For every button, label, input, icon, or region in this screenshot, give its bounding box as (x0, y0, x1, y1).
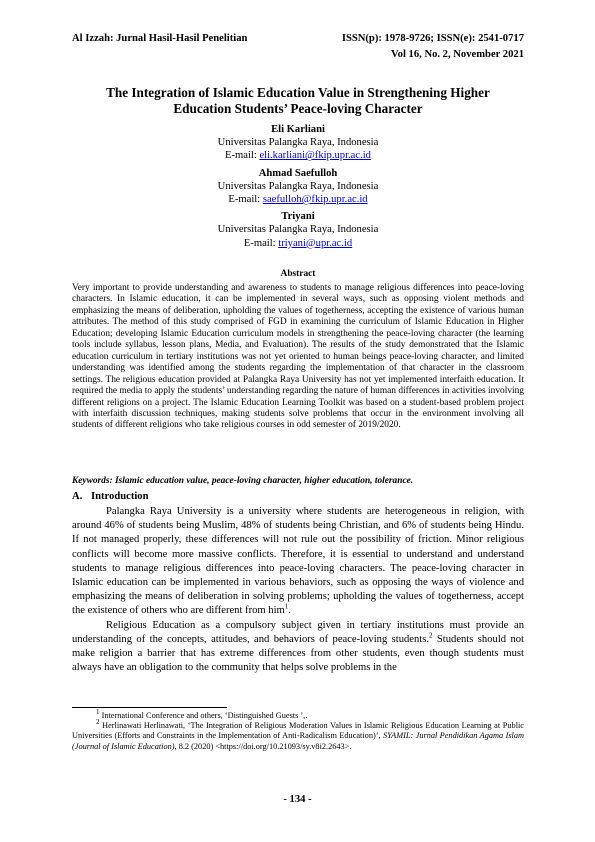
author-block (72, 210, 524, 250)
author-email-link[interactable]: triyani@upr.ac.id (278, 237, 353, 249)
footnotes (72, 708, 525, 752)
footnote-ref[interactable]: 2 (429, 631, 433, 640)
author-affiliation: Universitas Palangka Raya, Indonesia (217, 137, 379, 149)
paragraph-text: Palangka Raya University is a university where students are heterogeneous in religion, with around 46% of students being Muslim, 48% of students being Christian, and 6% of students being Hindu. If not managed properly, these differences will not rule out the possibility of friction. Minor religious conflicts will become more massive conflicts. Therefore, it is essential to understand and understand students to manage religious differences into peace-loving characters. The peace-loving character in Islamic education can be implemented in various behaviors, such as opposing the ways of violence and emphasizing the means of deliberation in solving problems; upholding the values of togetherness, accept the existence of others who are different from him (72, 506, 524, 617)
author-email-link[interactable]: saefulloh@fkip.upr.ac.id (262, 194, 368, 206)
paper-title (72, 85, 524, 116)
abstract-text: Very important to provide understanding and awareness to students to manage religious differences into peace-loving characters. In Islamic education, it can be implemented in several ways, such as opposing violent methods and emphasizing the means of deliberation, upholding the values of togetherness, accepting the existence of various human attributes. The method of this study comprised of FGD in examining the curriculum of Islamic Education in Higher Education; developing Islamic Education curriculum models in strengthening the peace-loving character (the learning tools include syllabus, lesson plans, Media, and Evaluation). The results of the study demonstrated that the Islamic education curriculum in tertiary institutions was not yet oriented to human beings peace-loving character, and limited understanding was identified among the students regarding the implementation of that character in the classroom settings. The religious education provided at Palangka Raya University has not yet implemented interfaith education. It required the media to apply the students’ understanding regarding the nature of human differences in activities involving different religions on a project. The Islamic Education Learning Toolkit was based on a student-based problem project with interfaith discussion techniques, making students solve problems that occur in the environment involving all students of different religions who take religious courses in odd semester of 2019/2020. (72, 283, 524, 431)
author-name: Triyani (281, 211, 315, 223)
paragraph: Palangka Raya University is a university where students are heterogeneous in religion, with around 46% of students being Muslim, 48% of students being Christian, and 6% of students being Hindu. If not managed properly, these differences will not rule out the possibility of friction. Minor religious conflicts will become more massive conflicts. Therefore, it is essential to understand and understand students to manage religious differences into peace-loving characters. The peace-loving character in Islamic education can be implemented in various behaviors, such as opposing the ways of violence and emphasizing the means of deliberation in solving problems; upholding the values of togetherness, accept the existence of others who are different from him$^1$. (72, 506, 524, 617)
volume-info: Vol 16, No. 2, November 2021 (390, 49, 524, 60)
issn: ISSN(p): 1978-9726; ISSN(e): 2541-0717 (341, 33, 524, 44)
abstract-heading: Abstract (280, 269, 316, 279)
footnote-ref[interactable]: 1 (284, 602, 289, 611)
author-block (72, 167, 524, 207)
author-list (72, 123, 524, 254)
footnote-journal-title: SYAMIL: Jurnal Pendidikan Agama Islam (Journal of Islamic Education) (72, 731, 525, 751)
footnote (72, 718, 525, 752)
email-label: E-mail: (225, 150, 257, 162)
paragraph-text: Religious Education as a compulsory subject given in tertiary institutions must provide an understanding of the concepts, attitudes, and behaviors of peace-loving students. (72, 619, 524, 645)
section-heading (72, 491, 149, 502)
section-number: A. (72, 491, 83, 502)
keywords: Keywords: Islamic education value, peace-loving character, higher education, tolerance. (72, 476, 414, 486)
footnote-number: 1 (96, 708, 100, 717)
author-email-link[interactable]: eli.karliani@fkip.upr.ac.id (259, 150, 371, 162)
footnote-text: Herlinawati Herlinawati, ‘The Integration of Religious Moderation Values in Islamic Religious Education Learning at Public Universities (Efforts and Constraints in the Implementation of Anti-Radicalism Education)’, (72, 721, 524, 741)
footnote-text: , 8.2 (2020) <https://doi.org/10.21093/sy.v8i2.2643>. (174, 741, 352, 751)
email-label: E-mail: (228, 194, 261, 206)
footnote (72, 708, 524, 721)
paragraph-text: Students should not make religion a barrier that has extreme differences from other students, even though students must always have an obligation to the community that helps solve problems in the (72, 633, 524, 674)
author-block (72, 123, 524, 163)
footnote-text: International Conference and others, ‘Distinguished Guests ’,. (99, 711, 308, 720)
footnote-number: 2 (96, 718, 100, 727)
section-title: Introduction (91, 491, 149, 502)
page-number: - 134 - (283, 794, 312, 805)
email-label: E-mail: (243, 237, 276, 249)
paragraph (72, 619, 524, 676)
title-line-2: Education Students’ Peace-loving Character (173, 100, 423, 116)
author-email-line (72, 237, 524, 250)
author-email-line (72, 193, 524, 206)
body-text (72, 505, 524, 675)
title-line-1: The Integration of Islamic Education Value in Strengthening Higher (106, 85, 490, 100)
author-affiliation: Universitas Palangka Raya, Indonesia (217, 224, 379, 236)
journal-name: Al Izzah: Jurnal Hasil-Hasil Penelitian (72, 33, 248, 44)
author-name: Eli Karliani (271, 124, 325, 135)
author-email-line (72, 149, 524, 162)
author-affiliation: Universitas Palangka Raya, Indonesia (217, 180, 379, 192)
author-name: Ahmad Saefulloh (258, 167, 338, 179)
